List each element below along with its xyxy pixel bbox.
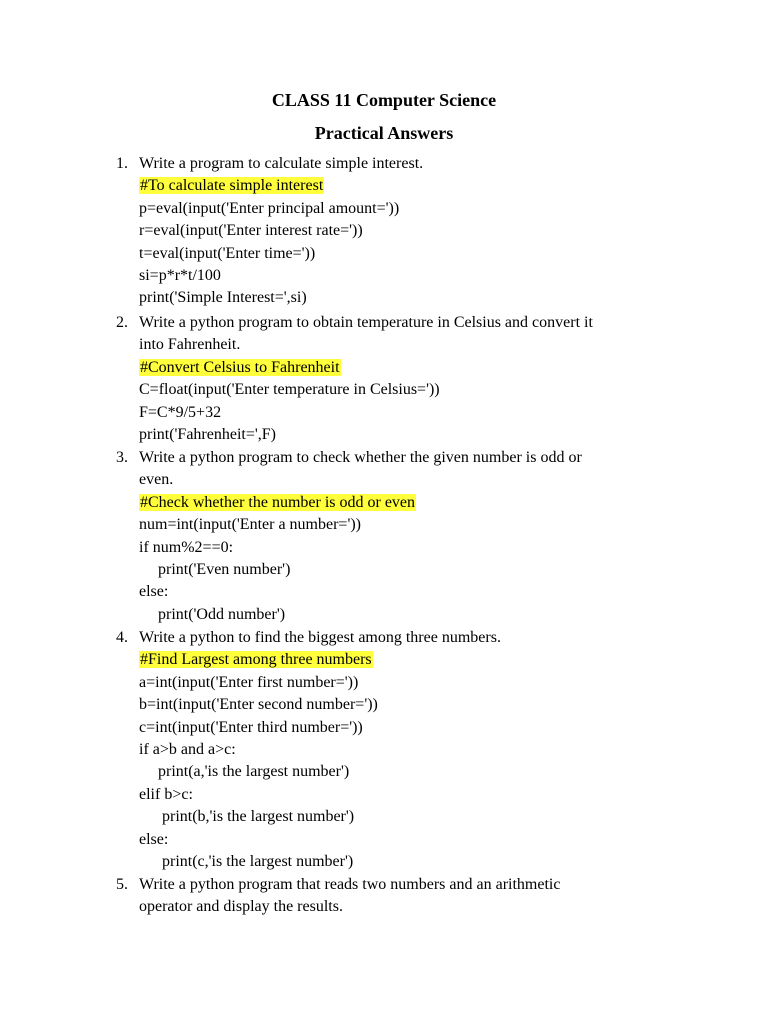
question-prompt-continued: into Fahrenheit.	[139, 336, 241, 354]
question-prompt-continued: operator and display the results.	[139, 898, 343, 916]
question-body	[139, 447, 659, 626]
code-line: print('Odd number')	[158, 605, 286, 623]
question-body	[139, 153, 659, 310]
code-line: si=p*r*t/100	[139, 266, 221, 284]
highlighted-comment: #To calculate simple interest	[140, 177, 324, 195]
code-comment-line	[139, 649, 659, 671]
question-number: 1.	[116, 155, 128, 172]
question-number: 3.	[116, 449, 128, 466]
code-line: else:	[139, 583, 169, 601]
code-comment-line	[139, 357, 659, 379]
code-line: num=int(input('Enter a number='))	[139, 516, 361, 534]
code-line: C=float(input('Enter temperature in Celsius='))	[139, 381, 440, 399]
code-line: print('Even number')	[158, 560, 291, 578]
question-body	[139, 627, 659, 873]
question-prompt: Write a python to find the biggest among three numbers.	[139, 629, 501, 646]
code-line: print('Simple Interest=',si)	[139, 289, 307, 307]
highlighted-comment: #Find Largest among three numbers	[140, 651, 372, 669]
code-line: else:	[139, 830, 169, 848]
question-prompt: Write a python program to check whether the given number is odd or	[139, 449, 582, 466]
code-line: if a>b and a>c:	[139, 740, 236, 758]
question-prompt: Write a program to calculate simple interest.	[139, 155, 424, 172]
question-prompt: Write a python program to obtain temperature in Celsius and convert it	[139, 314, 593, 331]
code-line: print(a,'is the largest number')	[158, 763, 350, 781]
code-line: a=int(input('Enter first number='))	[139, 673, 359, 691]
code-line: elif b>c:	[139, 785, 193, 803]
code-line: F=C*9/5+32	[139, 403, 222, 421]
question-number: 2.	[116, 314, 128, 331]
question-number: 5.	[116, 876, 128, 893]
code-line: print(b,'is the largest number')	[162, 808, 355, 826]
highlighted-comment: #Convert Celsius to Fahrenheit	[140, 358, 340, 376]
question-number: 4.	[116, 629, 128, 646]
code-line: c=int(input('Enter third number='))	[139, 718, 363, 736]
code-line: print(c,'is the largest number')	[162, 852, 354, 870]
code-comment-line	[139, 492, 659, 514]
question-body	[139, 874, 659, 919]
document-title: CLASS 11 Computer Science	[271, 90, 497, 110]
question-prompt-continued: even.	[139, 471, 174, 489]
code-line: p=eval(input('Enter principal amount='))	[139, 199, 400, 217]
code-line: b=int(input('Enter second number='))	[139, 696, 378, 714]
code-line: if num%2==0:	[139, 538, 234, 556]
code-line: print('Fahrenheit=',F)	[139, 425, 276, 443]
question-prompt: Write a python program that reads two numbers and an arithmetic	[139, 876, 561, 893]
code-line: r=eval(input('Enter interest rate='))	[139, 222, 363, 240]
highlighted-comment: #Check whether the number is odd or even	[140, 493, 416, 511]
document-subtitle: Practical Answers	[314, 123, 454, 143]
question-body	[139, 312, 659, 446]
code-comment-line	[139, 175, 659, 197]
code-line: t=eval(input('Enter time='))	[139, 244, 316, 262]
